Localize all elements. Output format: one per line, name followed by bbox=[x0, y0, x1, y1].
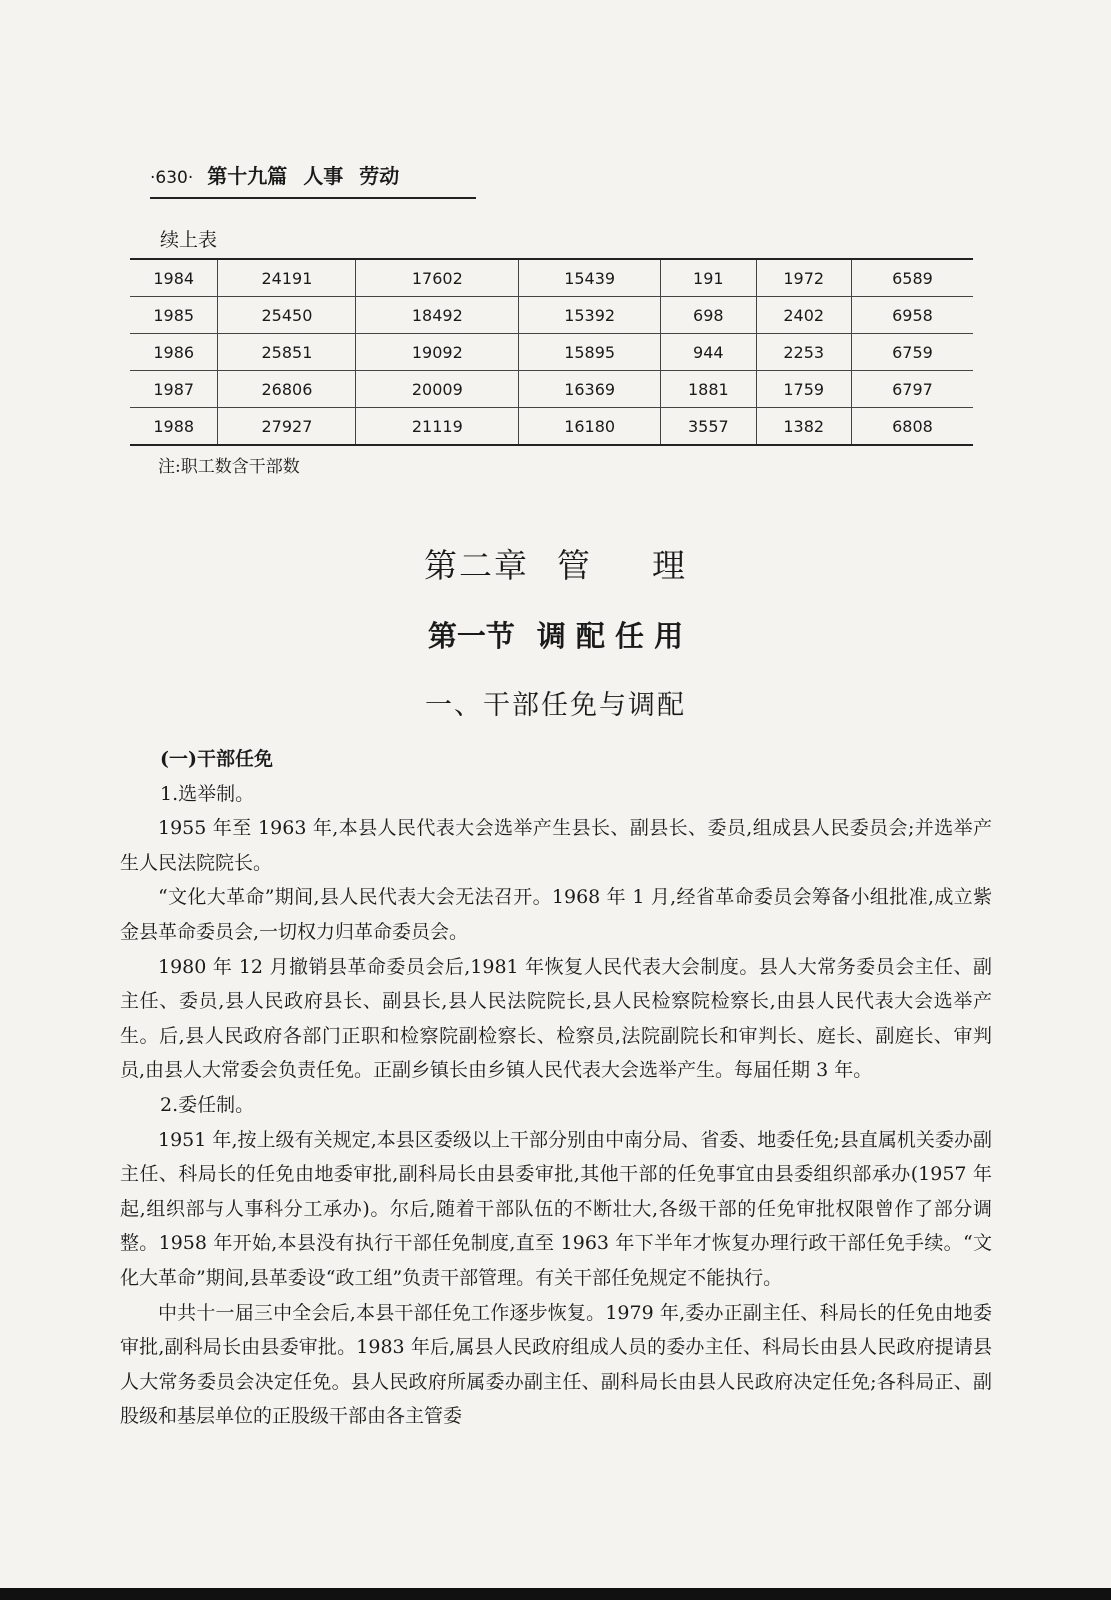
table-note: 注:职工数含干部数 bbox=[158, 457, 300, 477]
table-cell: 2253 bbox=[756, 334, 851, 371]
statistics-table bbox=[130, 258, 973, 446]
table-row bbox=[130, 297, 973, 334]
table-cell: 1759 bbox=[756, 371, 851, 408]
part-subtitle: 劳动 bbox=[359, 164, 400, 188]
table-cell: 1382 bbox=[756, 408, 851, 446]
table-cell: 698 bbox=[661, 297, 756, 334]
table-cell: 1988 bbox=[153, 416, 195, 436]
paragraph: 中共十一届三中全会后,本县干部任免工作逐步恢复。1979 年,委办正副主任、科局长的任免由地委审批,副科局长由县委审批。1983 年后,属县人民政府组成人员的委办主任、科局长由县人民政府提请县人大常务委员会决定任免。县人民政府所属委办副主任、副科局长由县人民政府决定任免;各科局正、副股级和基层单位的正股级干部由各主管委 bbox=[120, 1301, 992, 1428]
table-cell: 26806 bbox=[218, 371, 356, 408]
chapter-number: 第二章 bbox=[424, 546, 529, 585]
chapter-char-2: 理 bbox=[652, 546, 687, 585]
section-number: 第一节 bbox=[427, 619, 515, 653]
part-title: 人事 bbox=[303, 164, 344, 188]
table-cell: 24191 bbox=[218, 259, 356, 297]
chapter-title bbox=[0, 540, 1111, 587]
table-cell: 6589 bbox=[851, 259, 973, 297]
table-cell: 16369 bbox=[519, 371, 661, 408]
scan-edge bbox=[0, 1588, 1111, 1600]
table-cell: 1985 bbox=[130, 297, 218, 334]
section-title bbox=[0, 614, 1111, 655]
section-name: 调 配 任 用 bbox=[536, 619, 684, 653]
page-number: ·630· bbox=[150, 168, 194, 188]
table-cell: 21119 bbox=[356, 408, 519, 446]
table-cell: 1987 bbox=[130, 371, 218, 408]
table-cell: 25450 bbox=[218, 297, 356, 334]
table-cell: 15392 bbox=[519, 297, 661, 334]
table-row bbox=[130, 259, 973, 297]
chapter-char-1: 管 bbox=[557, 546, 592, 585]
item-1: 1.选举制。 bbox=[160, 782, 255, 805]
table-cell: 16180 bbox=[519, 408, 661, 446]
running-header bbox=[150, 160, 476, 199]
table-cell: 6797 bbox=[851, 371, 973, 408]
paragraph: “文化大革命”期间,县人民代表大会无法召开。1968 年 1 月,经省革命委员会筹备小组批准,成立紫金县革命委员会,一切权力归革命委员会。 bbox=[120, 886, 992, 943]
table-row bbox=[130, 371, 973, 408]
table-cell: 27927 bbox=[218, 408, 356, 446]
table-cell: 17602 bbox=[356, 259, 519, 297]
subsection-title: 一、干部任免与调配 bbox=[425, 690, 686, 721]
table-cell: 2402 bbox=[756, 297, 851, 334]
subheading: (一)干部任免 bbox=[160, 748, 273, 770]
paragraph: 1955 年至 1963 年,本县人民代表大会选举产生县长、副县长、委员,组成县人民委员会;并选举产生人民法院院长。 bbox=[120, 817, 992, 874]
table-cell: 6958 bbox=[851, 297, 973, 334]
paragraph: 1951 年,按上级有关规定,本县区委级以上干部分别由中南分局、省委、地委任免;县直属机关委办副主任、科局长的任免由地委审批,副科局长由县委审批,其他干部的任免事宜由县委组织部承办(1957 年起,组织部与人事科分工承办)。尔后,随着干部队伍的不断壮大,各级干部的任免审批权限曾作了部分调整。1958 年开始,本县没有执行干部任免制度,直至 1963 年下半年才恢复办理行政干部任免手续。“文化大革命”期间,县革委设“政工组”负责干部管理。有关干部任免规定不能执行。 bbox=[120, 1128, 992, 1289]
table-cell: 1881 bbox=[661, 371, 756, 408]
table-cell: 25851 bbox=[218, 334, 356, 371]
table-cell: 1986 bbox=[130, 334, 218, 371]
table-cell: 6808 bbox=[851, 408, 973, 446]
table-row bbox=[130, 334, 973, 371]
table-cell: 1972 bbox=[756, 259, 851, 297]
table-cell: 18492 bbox=[356, 297, 519, 334]
table-cell: 3557 bbox=[661, 408, 756, 446]
part-label: 第十九篇 bbox=[207, 164, 288, 188]
body-text bbox=[120, 742, 992, 1434]
paragraph: 1980 年 12 月撤销县革命委员会后,1981 年恢复人民代表大会制度。县人大常务委员会主任、副主任、委员,县人民政府县长、副县长,县人民法院院长,县人民检察院检察长,由县人民代表大会选举产生。后,县人民政府各部门正职和检察院副检察长、检察员,法院副院长和审判长、庭长、副庭长、审判员,由县人大常委会负责任免。正副乡镇长由乡镇人民代表大会选举产生。每届任期 3 年。 bbox=[120, 955, 992, 1082]
table-cell: 15895 bbox=[519, 334, 661, 371]
item-2: 2.委任制。 bbox=[160, 1093, 255, 1116]
table-caption: 续上表 bbox=[160, 229, 218, 251]
table-cell: 19092 bbox=[356, 334, 519, 371]
table-row bbox=[130, 408, 973, 446]
table-cell: 20009 bbox=[356, 371, 519, 408]
table-cell: 191 bbox=[661, 259, 756, 297]
table-cell: 1984 bbox=[130, 259, 218, 297]
table-cell: 15439 bbox=[519, 259, 661, 297]
table-cell: 944 bbox=[661, 334, 756, 371]
table-cell: 6759 bbox=[851, 334, 973, 371]
